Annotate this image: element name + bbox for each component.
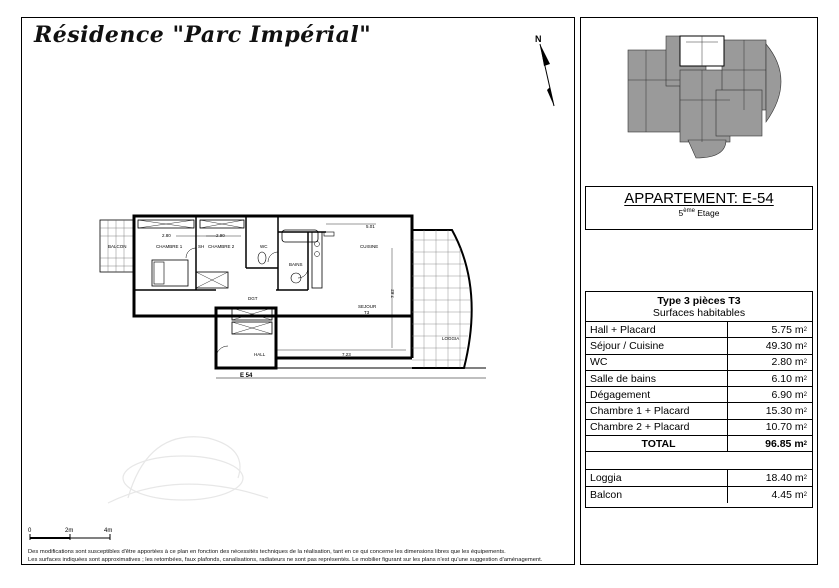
apartment-box (585, 186, 813, 230)
dim-4: 7.23 (342, 352, 351, 357)
room-wc: WC (260, 244, 268, 249)
room-cuisine: CUISINE (360, 244, 379, 249)
table-row: Balcon 4.45 m 2 (586, 487, 812, 503)
room-deg: DGT (248, 296, 258, 301)
room-bains: BAINS (289, 262, 303, 267)
dim-2: 2.90 (216, 233, 225, 238)
dim-5: 7.62 (390, 289, 395, 298)
room-chambre1: CHAMBRE 1 (156, 244, 183, 249)
room-hall: HALL (254, 352, 266, 357)
disclaimer-line-2: Les surfaces indiquées sont approximatives ; les retombées, faux plafonds, canalisations, radiateurs ne sont pas représentés. Le mobilier figurant sur les plans n'est qu'une suggestion d'aménagement. (28, 557, 543, 563)
room-loggia: LOGGIA (442, 336, 460, 341)
apartment-title: APPARTEMENT: E-54 (624, 190, 774, 207)
table-row: Hall + Placard 5.75 m 2 (586, 322, 812, 338)
scale-zero: 0 (28, 528, 32, 534)
north-letter: N (535, 34, 542, 44)
table-row: Dégagement 6.90 m 2 (586, 387, 812, 403)
table-row: Chambre 1 + Placard 15.30 m 2 (586, 403, 812, 419)
floor-plan (96, 208, 496, 383)
scale-four: 4m (104, 528, 113, 534)
surfaces-subtitle: Surfaces habitables (652, 307, 746, 319)
room-chambre2: CHAMBRE 2 (208, 244, 235, 249)
dim-1: 2.80 (162, 233, 171, 238)
disclaimer-line-1: Des modifications sont susceptibles d'être apportées à ce plan en fonction des nécessités techniques de la réalisation, tant en ce qui concerne les dimensions libres que les équipements. (28, 549, 506, 555)
watermark-logo-icon (88, 408, 278, 518)
table-row: Séjour / Cuisine 49.30 m 2 (586, 338, 812, 354)
building-location-plan (626, 30, 791, 160)
room-sejour: SEJOUR (358, 304, 377, 309)
residence-title: Résidence "Parc Impérial" (34, 22, 372, 48)
table-row: WC 2.80 m 2 (586, 355, 812, 371)
surfaces-type: Type 3 pièces T3 (657, 295, 741, 307)
total-row: TOTAL 96.85 m 2 (586, 436, 812, 452)
apartment-floor: 5ème Etage (678, 208, 720, 218)
table-row: Salle de bains 6.10 m 2 (586, 371, 812, 387)
table-row: Chambre 2 + Placard 10.70 m 2 (586, 420, 812, 436)
surfaces-header (586, 292, 812, 322)
surfaces-table (585, 291, 813, 508)
scale-two: 2m (65, 528, 74, 534)
dim-3: 5.01 (366, 224, 375, 229)
table-row: Loggia 18.40 m 2 (586, 470, 812, 486)
room-balcon: BALCON (108, 244, 127, 249)
north-arrow-icon (530, 32, 560, 112)
room-sh: SH (198, 244, 205, 249)
scale-bar (28, 526, 128, 546)
room-sejour-sub: T3 (364, 310, 370, 315)
disclaimer (28, 548, 568, 564)
apartment-tag: E 54 (240, 373, 253, 379)
